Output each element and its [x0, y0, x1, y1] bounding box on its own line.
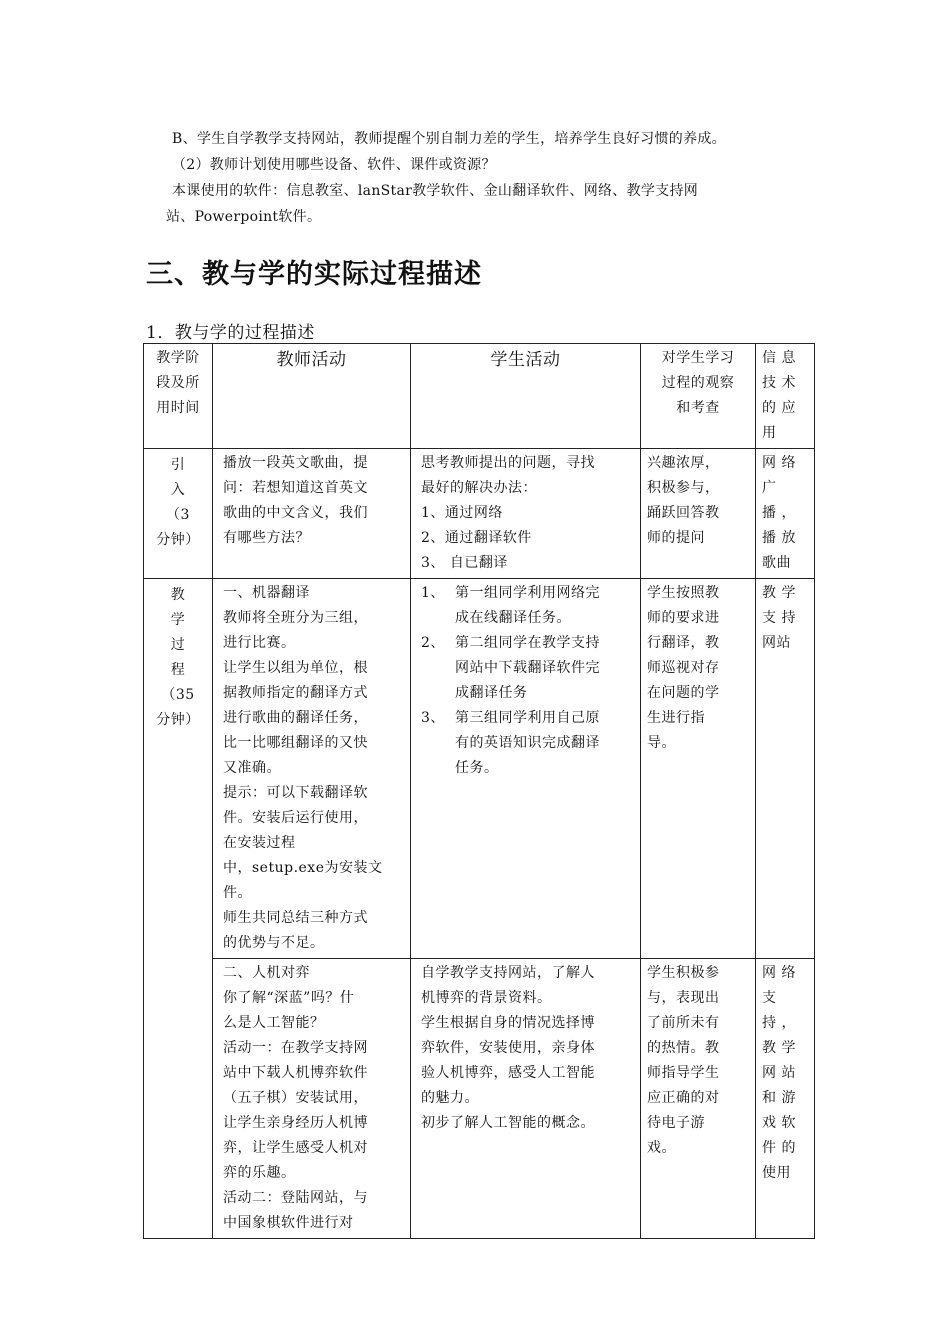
intro-line-2: （2）教师计划使用哪些设备、软件、课件或资源？ [172, 157, 496, 173]
row2-stage: 教 学 过 程 （35 分钟） [144, 579, 213, 1239]
header-it-application: 信 息 技 术 的 应 用 [756, 344, 815, 449]
list-item: 1、 第一组同学利用网络完 成在线翻译任务。 [421, 585, 600, 626]
row2-student [411, 579, 641, 959]
row1-observation: 兴趣浓厚， 积极参与， 踊跃回答教 师的提问 [641, 449, 756, 579]
list-item: 2、 第二组同学在教学支持 网站中下载翻译软件完 成翻译任务 [421, 635, 600, 701]
row2-observation: 学生按照教 师的要求进 行翻译，教 师巡视对存 在问题的学 生进行指 导。 [641, 579, 756, 959]
row1-student: 思考教师提出的问题，寻找 最好的解决办法： 1、通过网络 2、通过翻译软件 3、 自已翻译 [411, 449, 641, 579]
table-header-row [144, 344, 815, 449]
table-row [144, 449, 815, 579]
header-observation: 对学生学习 过程的观察 和考查 [641, 344, 756, 449]
intro-line-3: 本课使用的软件：信息教室、lanStar教学软件、金山翻译软件、网络、教学支持网 [172, 183, 699, 199]
header-teacher-activity: 教师活动 [213, 344, 411, 449]
row3-student: 自学教学支持网站，了解人 机博弈的背景资料。 学生根据自身的情况选择博 弈软件，安装使用，亲身体 验人机博弈，感受人工智能 的魅力。 初步了解人工智能的概念。 [411, 959, 641, 1239]
header-student-activity: 学生活动 [411, 344, 641, 449]
subsection-title: 1．教与学的过程描述 [146, 323, 315, 343]
row1-it-application: 网 络 广 播 ， 播 放 歌曲 [756, 449, 815, 579]
intro-line-1: B、学生自学教学支持网站，教师提醒个别自制力差的学生，培养学生良好习惯的养成。 [172, 131, 726, 147]
process-table [143, 343, 815, 1239]
row1-stage: 引 入 （3 分钟） [144, 449, 213, 579]
intro-text [166, 126, 832, 230]
row3-observation: 学生积极参 与，表现出 了前所未有 的热情。教 师指导学生 应正确的对 待电子游 戏。 [641, 959, 756, 1239]
row2-teacher: 一、机器翻译 教师将全班分为三组， 进行比赛。 让学生以组为单位，根 据教师指定的翻译方式 进行歌曲的翻译任务， 比一比哪组翻译的又快 又准确。 提示：可以下载翻译软 件。安装后运行使用， 在安装过程 中，setup.exe为安装文 件。 师生共同总结三种方式 的优势与不足。 [213, 579, 411, 959]
header-stage: 教学阶 段及所 用时间 [144, 344, 213, 449]
row3-teacher: 二、人机对弈 你了解“深蓝”吗？什 么是人工智能？ 活动一：在教学支持网 站中下载人机博弈软件 （五子棋）安装试用， 让学生亲身经历人机博 弈，让学生感受人机对 弈的乐趣。 活动二：登陆网站，与 中国象棋软件进行对 [213, 959, 411, 1239]
row3-it-application: 网 络 支 持 ， 教 学 网 站 和 游 戏 软 件 的 使用 [756, 959, 815, 1239]
row1-teacher: 播放一段英文歌曲，提 问：若想知道这首英文 歌曲的中文含义，我们 有哪些方法？ [213, 449, 411, 579]
row2-it-application: 教 学 支 持 网站 [756, 579, 815, 959]
student-task-list [421, 581, 630, 781]
intro-line-4: 站、Powerpoint软件。 [166, 209, 322, 225]
table-row [144, 579, 815, 959]
table-row [144, 959, 815, 1239]
list-item: 3、 第三组同学利用自己原 有的英语知识完成翻译 任务。 [421, 710, 600, 776]
section-title: 三、教与学的实际过程描述 [146, 259, 482, 290]
